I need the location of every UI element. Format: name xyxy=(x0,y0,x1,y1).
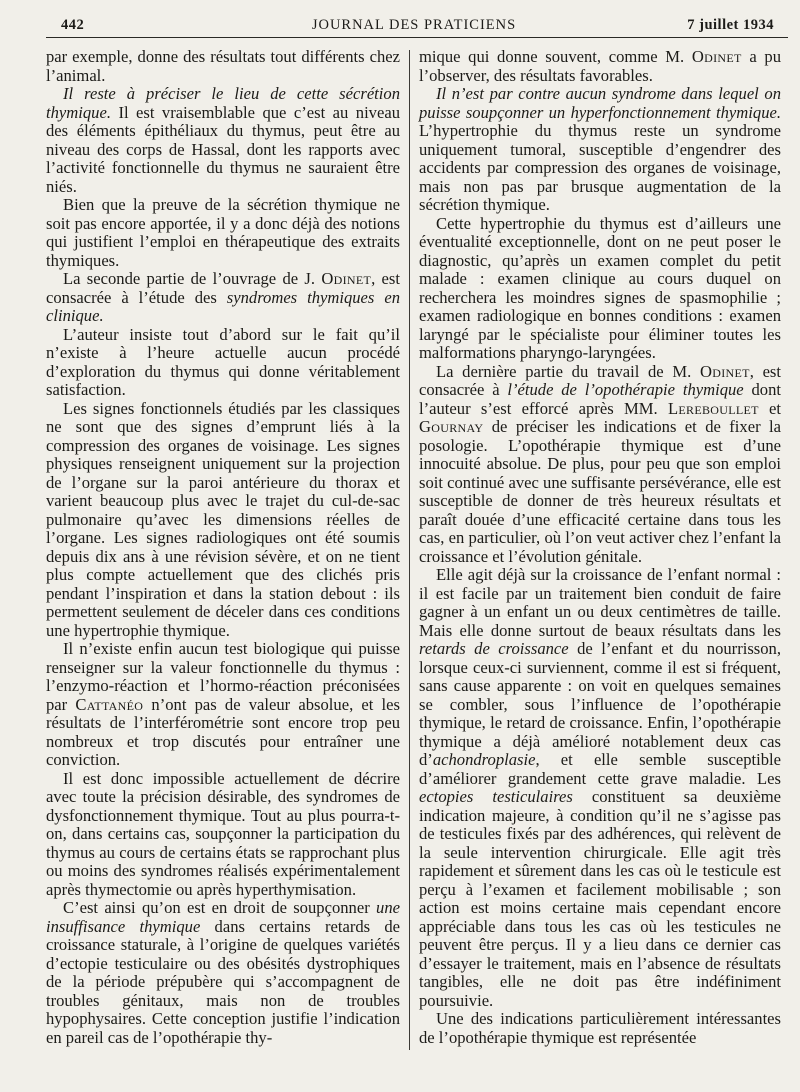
author-name: Odinet xyxy=(699,361,750,381)
italic-text: syndromes thymiques en clinique. xyxy=(46,287,400,325)
italic-text: retards de croissance xyxy=(419,639,569,658)
paragraph: L’auteur insiste tout d’abord sur le fait qu’il n’existe à l’heure actuelle aucun procédé d’exploration du thymus qui donne véritablement satisfaction. xyxy=(46,324,400,399)
author-name: Lereboullet xyxy=(667,398,759,418)
header-rule xyxy=(46,37,788,38)
paragraph: Il n’existe enfin aucun test biologique qui puisse renseigner sur la valeur fonctionnelle du thymus : l’enzymo-réaction et l’hormo-réaction préconisées par Cattanéo n’ont pas de valeur absolue, et les résultats de l’interférométrie sont encore trop peu nombreux et trop discutés pour entraîner une conviction. xyxy=(46,639,400,769)
italic-text: Il reste à préciser le lieu de cette sécrétion thymique. xyxy=(46,84,400,122)
italic-text: l’étude de l’opothérapie thymique xyxy=(507,380,744,399)
paragraph: Les signes fonctionnels étudiés par les classiques ne sont que des signes d’emprunt liés à la compression des organes de voisinage. Les signes physiques renseignent uniquement sur la projection de l’organe sur la paroi antérieure du thorax et varient beaucoup plus avec le trajet du cul-de-sac pulmonaire qu’avec les dimensions réelles de l’organe. Les signes radiologiques ont été soumis depuis dix ans à une révision sévère, et on ne tient plus compte actuellement que des clichés pris pendant l’inspiration et dans la station debout : ils permettent seulement de déceler dans ces conditions une hypertrophie thymique. xyxy=(46,398,400,640)
paragraph: par exemple, donne des résultats tout différents chez l’animal. xyxy=(46,47,400,85)
paragraph: Il n’est par contre aucun syndrome dans lequel on puisse soupçonner un hyperfonctionnement thymique. L’hypertrophie du thymus reste un syndrome uniquement tumoral, susceptible d’engendrer des accidents par compression des organes de voisinage, mais non pas par brusque augmentation de la sécrétion thymique. xyxy=(419,84,781,214)
left-column xyxy=(46,48,400,1047)
paragraph: La seconde partie de l’ouvrage de J. Odinet, est consacrée à l’étude des syndromes thymiques en clinique. xyxy=(46,269,400,325)
author-name: Odinet xyxy=(691,47,742,66)
paragraph: C’est ainsi qu’on est en droit de soupçonner une insuffisance thymique dans certains retards de croissance staturale, à l’origine de quelques variétés d’ectopie testiculaire ou des obésités dystrophiques de la période prépubère qui s’accompagnent de troubles génitaux, mais non de troubles hypophysaires. Cette conception justifie l’indication en pareil cas de l’opothérapie thy- xyxy=(46,898,401,1047)
paragraph: Il est donc impossible actuellement de décrire avec toute la précision désirable, des syndromes de dysfonctionnement thymique. Tout au plus pourra-t-on, dans certains cas, soupçonner la participation du thymus au cours de certains états se rapprochant plus ou moins des syndromes réalisés expérimentalement après thymectomie ou après hyperthymisation. xyxy=(46,768,400,899)
paragraph: Il reste à préciser le lieu de cette sécrétion thymique. Il est vraisemblable que c’est au niveau des éléments épithéliaux du thymus, peut être au niveau des corps de Hassal, dont les rapports avec l’activité fonctionnelle du thymus ne sauraient être niés. xyxy=(46,84,400,196)
journal-title: JOURNAL DES PRATICIENS xyxy=(311,17,517,33)
italic-text: achondroplasie xyxy=(432,750,536,769)
italic-text: Il n’est par contre aucun syndrome dans lequel on puisse soupçonner un hyperfonctionnement thymique. xyxy=(419,84,781,122)
page-number: 442 xyxy=(61,17,85,33)
column-divider xyxy=(409,50,410,1050)
italic-text: une insuffisance thymique xyxy=(46,898,400,936)
paragraph: Elle agit déjà sur la croissance de l’enfant normal : il est facile par un traitement bien conduit de faire gagner à un enfant un ou deux centimètres de taille. Mais elle donne surtout de beaux résultats dans les retards de croissance de l’enfant et du nourrisson, lorsque ceux-ci surviennent, comme il est si fréquent, sans cause apparente : on voit en quelques semaines se combler, sous l’influence de l’opothérapie thymique, le retard de croissance. Enfin, l’opothérapie thymique a déjà amélioré notablement deux cas d’achondroplasie, et elle semble susceptible d’améliorer grandement cette grave maladie. Les ectopies testiculaires constituent sa deuxième indication majeure, à condition qu’il ne s’agisse pas de testicules fixés par des adhérences, qui relèvent de la seule intervention chirurgicale. Elle agit très rapidement et sûrement dans les cas où le testicule est perçu à l’examen et facilement mobilisable ; son action est moins certaine mais cependant encore appréciable dans tous les cas où les testicules ne peuvent être perçus. Il y a lieu dans ce dernier cas d’essayer le traitement, mais en l’absence de résultats tangibles, elle ne doit pas être indéfiniment poursuivie. xyxy=(419,565,782,1010)
paragraph: Une des indications particulièrement intéressantes de l’opothérapie thymique est représentée xyxy=(419,1009,781,1047)
right-column xyxy=(419,48,781,1047)
paragraph: Cette hypertrophie du thymus est d’ailleurs une éventualité exceptionnelle, dont on ne peut poser le diagnostic, qu’après un examen complet du petit malade : examen clinique au cours duquel on recherchera les moindres signes de spasmophilie ; examen radiologique en bonnes conditions : examen laryngé par le spécialiste pour éliminer toutes les malformations pharyngo-laryngées. xyxy=(419,213,781,362)
issue-date: 7 juillet 1934 xyxy=(687,17,774,33)
italic-text: ectopies testiculaires xyxy=(419,787,573,806)
author-name: Cattanéo xyxy=(75,694,144,714)
author-name: Odinet xyxy=(321,269,372,288)
paragraph: mique qui donne souvent, comme M. Odinet a pu l’observer, des résultats favorables. xyxy=(419,47,781,85)
author-name: Gournay xyxy=(419,417,484,436)
running-header xyxy=(46,14,782,36)
paragraph: Bien que la preuve de la sécrétion thymique ne soit pas encore apportée, il y a donc déjà des notions qui justifient l’emploi en thérapeutique des extraits thymiques. xyxy=(46,195,400,270)
paragraph: La dernière partie du travail de M. Odinet, est consacrée à l’étude de l’opothérapie thymique dont l’auteur s’est efforcé après MM. Lereboullet et Gournay de préciser les indications et de fixer la posologie. L’opothérapie thymique est d’une innocuité absolue. De plus, pour peu que son emploi soit continué avec une suffisante persévérance, elle est susceptible de donner de très heureux résultats et paraît douée d’une efficacité certaine dans tous les cas, en particulier, où l’on veut activer chez l’enfant la croissance et l’évolution génitale. xyxy=(419,361,782,566)
